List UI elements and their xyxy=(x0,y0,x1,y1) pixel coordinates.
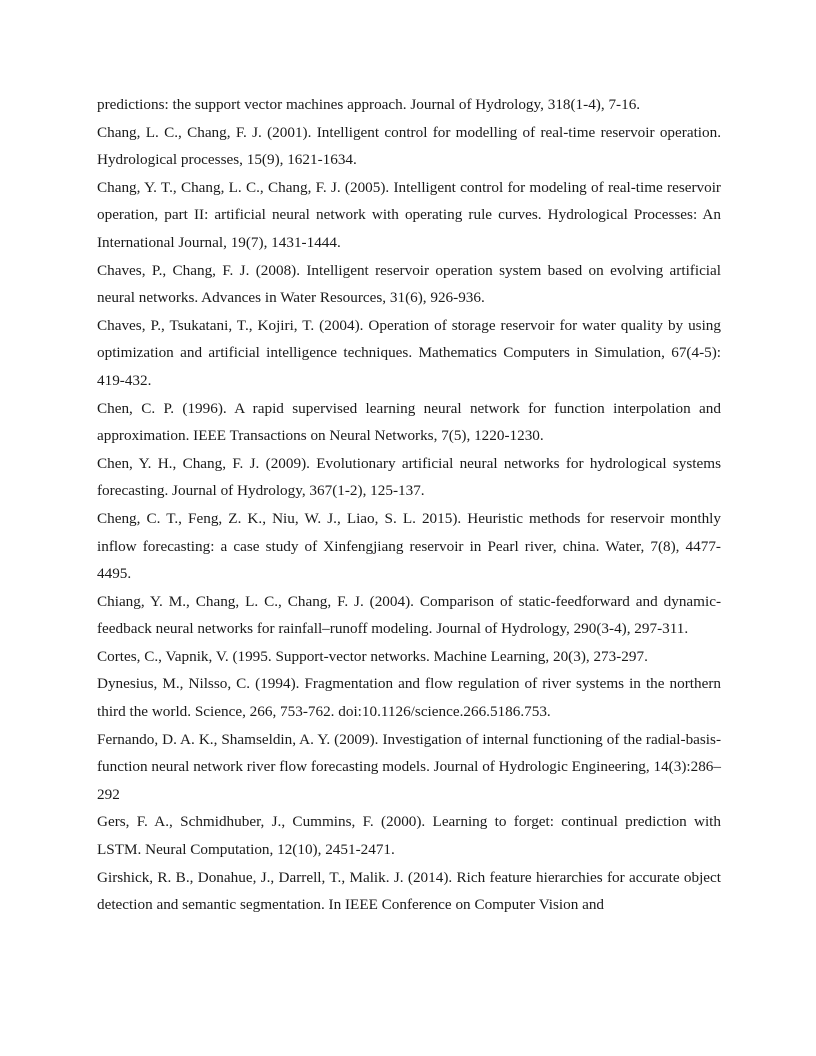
reference-entry: Cheng, C. T., Feng, Z. K., Niu, W. J., Liao, S. L. 2015). Heuristic methods for reservoir monthly inflow forecasting: a case study of Xinfengjiang reservoir in Pearl river, china. Water, 7(8), 4477-4495. xyxy=(97,509,721,583)
reference-entry: Chaves, P., Chang, F. J. (2008). Intelligent reservoir operation system based on evolving artificial neural networks. Advances in Water Resources, 31(6), 926-936. xyxy=(97,261,721,307)
reference-entry: Chen, C. P. (1996). A rapid supervised learning neural network for function interpolation and approximation. IEEE Transactions on Neural Networks, 7(5), 1220-1230. xyxy=(97,399,721,445)
reference-entry: Girshick, R. B., Donahue, J., Darrell, T., Malik. J. (2014). Rich feature hierarchies for accurate object detection and semantic segmentation. In IEEE Conference on Computer Vision and xyxy=(97,868,721,914)
reference-entry: Cortes, C., Vapnik, V. (1995. Support-vector networks. Machine Learning, 20(3), 273-297. xyxy=(97,647,648,665)
reference-entry: Chang, Y. T., Chang, L. C., Chang, F. J. (2005). Intelligent control for modeling of real‐time reservoir operation, part II: artificial neural network with operating rule curves. Hydrological Processes: An International Journal, 19(7), 1431-1444. xyxy=(97,178,721,251)
reference-entry: predictions: the support vector machines approach. Journal of Hydrology, 318(1-4), 7-16. xyxy=(97,96,641,113)
reference-entry: Gers, F. A., Schmidhuber, J., Cummins, F. (2000). Learning to forget: continual prediction with LSTM. Neural Computation, 12(10), 2451-2471. xyxy=(97,813,721,859)
reference-entry: Fernando, D. A. K., Shamseldin, A. Y. (2009). Investigation of internal functioning of the radial-basis-function neural network river flow forecasting models. Journal of Hydrologic Engineering, 14(3):286–292 xyxy=(97,730,721,803)
reference-entry: Chen, Y. H., Chang, F. J. (2009). Evolutionary artificial neural networks for hydrological systems forecasting. Journal of Hydrology, 367(1-2), 125-137. xyxy=(97,454,721,500)
reference-entry: Chang, L. C., Chang, F. J. (2001). Intelligent control for modelling of real‐time reservoir operation. Hydrological processes, 15(9), 1621-1634. xyxy=(97,123,721,169)
reference-list xyxy=(97,91,721,919)
reference-entry: Chiang, Y. M., Chang, L. C., Chang, F. J. (2004). Comparison of static-feedforward and dynamic-feedback neural networks for rainfall–runoff modeling. Journal of Hydrology, 290(3-4), 297-311. xyxy=(97,592,721,638)
reference-entry: Dynesius, M., Nilsso, C. (1994). Fragmentation and flow regulation of river systems in the northern third the world. Science, 266, 753-762. doi:10.1126/science.266.5186.753. xyxy=(97,675,721,721)
reference-entry: Chaves, P., Tsukatani, T., Kojiri, T. (2004). Operation of storage reservoir for water quality by using optimization and artificial intelligence techniques. Mathematics Computers in Simulation, 67(4-5): 419-432. xyxy=(97,316,721,389)
